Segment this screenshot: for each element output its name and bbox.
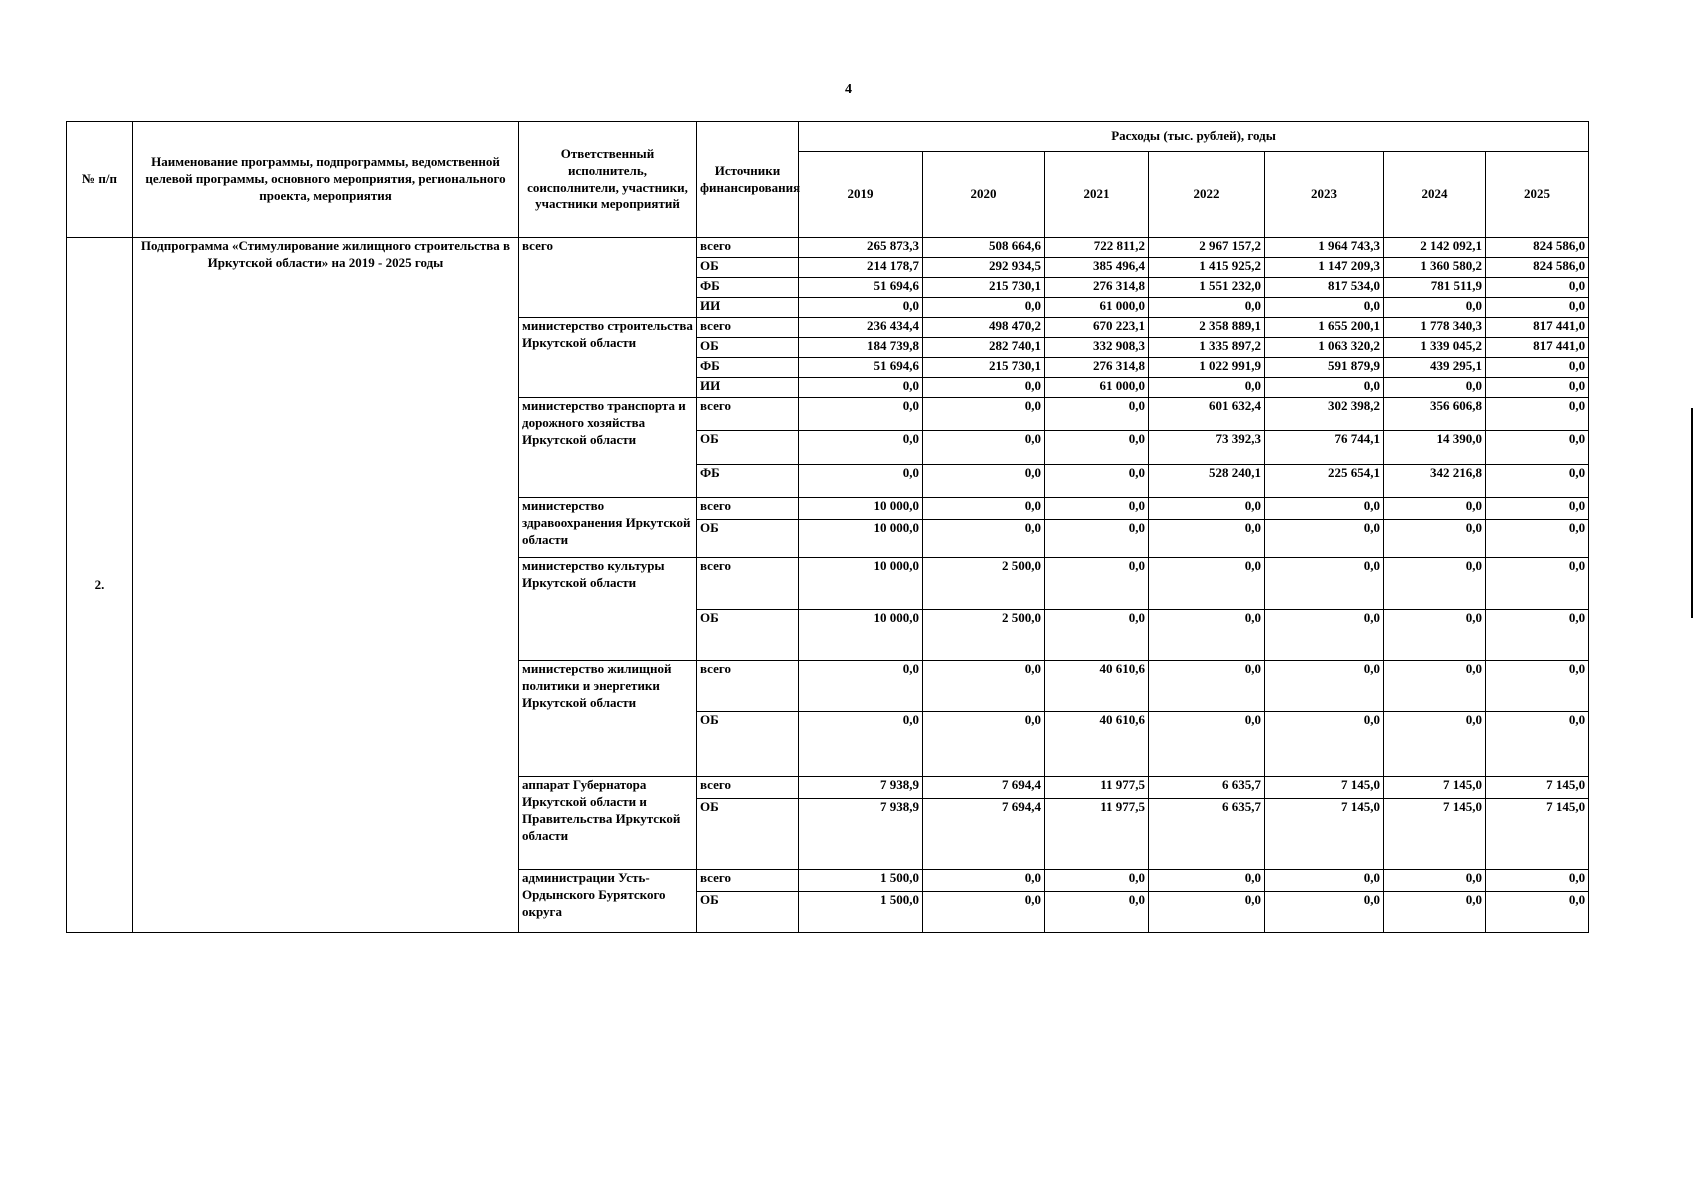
page-edge-line: [1691, 408, 1693, 618]
header-year: 2021: [1045, 152, 1149, 238]
amount-cell: 0,0: [1486, 558, 1589, 610]
amount-cell: 439 295,1: [1384, 358, 1486, 378]
amount-cell: 0,0: [923, 661, 1045, 712]
amount-cell: 722 811,2: [1045, 238, 1149, 258]
header-year: 2019: [799, 152, 923, 238]
source-cell: всего: [697, 661, 799, 712]
amount-cell: 0,0: [1486, 661, 1589, 712]
amount-cell: 7 938,9: [799, 799, 923, 870]
page-number: 4: [845, 82, 852, 97]
amount-cell: 0,0: [1045, 892, 1149, 933]
amount-cell: 10 000,0: [799, 558, 923, 610]
amount-cell: 0,0: [1384, 378, 1486, 398]
amount-cell: 0,0: [923, 431, 1045, 465]
header-year: 2025: [1486, 152, 1589, 238]
amount-cell: 528 240,1: [1149, 465, 1265, 498]
amount-cell: 0,0: [923, 465, 1045, 498]
amount-cell: 10 000,0: [799, 498, 923, 520]
amount-cell: 508 664,6: [923, 238, 1045, 258]
amount-cell: 0,0: [1384, 498, 1486, 520]
source-cell: всего: [697, 238, 799, 258]
amount-cell: 0,0: [1265, 610, 1384, 661]
amount-cell: 0,0: [923, 712, 1045, 777]
amount-cell: 332 908,3: [1045, 338, 1149, 358]
source-cell: ОБ: [697, 610, 799, 661]
source-cell: ФБ: [697, 278, 799, 298]
source-cell: всего: [697, 398, 799, 431]
executor-cell: министерство культуры Иркутской области: [519, 558, 697, 661]
amount-cell: 215 730,1: [923, 278, 1045, 298]
amount-cell: 824 586,0: [1486, 238, 1589, 258]
amount-cell: 817 441,0: [1486, 338, 1589, 358]
amount-cell: 276 314,8: [1045, 278, 1149, 298]
amount-cell: 0,0: [1265, 892, 1384, 933]
amount-cell: 0,0: [1486, 358, 1589, 378]
amount-cell: 0,0: [1384, 558, 1486, 610]
source-cell: ФБ: [697, 465, 799, 498]
amount-cell: 601 632,4: [1149, 398, 1265, 431]
amount-cell: 1 147 209,3: [1265, 258, 1384, 278]
amount-cell: 0,0: [1265, 870, 1384, 892]
header-expenses: Расходы (тыс. рублей), годы: [799, 122, 1589, 152]
source-cell: ОБ: [697, 520, 799, 558]
amount-cell: 7 694,4: [923, 799, 1045, 870]
amount-cell: 1 022 991,9: [1149, 358, 1265, 378]
amount-cell: 1 655 200,1: [1265, 318, 1384, 338]
amount-cell: 0,0: [1486, 610, 1589, 661]
executor-cell: администрации Усть-Ордынского Бурятского округа: [519, 870, 697, 933]
amount-cell: 0,0: [1384, 892, 1486, 933]
amount-cell: 0,0: [1486, 712, 1589, 777]
amount-cell: 2 500,0: [923, 610, 1045, 661]
amount-cell: 670 223,1: [1045, 318, 1149, 338]
amount-cell: 6 635,7: [1149, 799, 1265, 870]
amount-cell: 0,0: [923, 520, 1045, 558]
executor-cell: министерство строительства Иркутской области: [519, 318, 697, 398]
amount-cell: 7 694,4: [923, 777, 1045, 799]
amount-cell: 0,0: [1265, 558, 1384, 610]
header-year: 2020: [923, 152, 1045, 238]
amount-cell: 0,0: [799, 298, 923, 318]
amount-cell: 0,0: [1486, 378, 1589, 398]
amount-cell: 0,0: [1149, 378, 1265, 398]
amount-cell: 0,0: [1265, 298, 1384, 318]
amount-cell: 0,0: [1486, 431, 1589, 465]
amount-cell: 0,0: [1045, 398, 1149, 431]
amount-cell: 61 000,0: [1045, 298, 1149, 318]
amount-cell: 11 977,5: [1045, 799, 1149, 870]
amount-cell: 73 392,3: [1149, 431, 1265, 465]
amount-cell: 61 000,0: [1045, 378, 1149, 398]
amount-cell: 7 145,0: [1486, 777, 1589, 799]
amount-cell: 0,0: [1149, 498, 1265, 520]
amount-cell: 0,0: [923, 378, 1045, 398]
table-row: [67, 238, 1589, 258]
amount-cell: 0,0: [1265, 498, 1384, 520]
executor-cell: министерство транспорта и дорожного хозяйства Иркутской области: [519, 398, 697, 498]
header-year: 2022: [1149, 152, 1265, 238]
table-body: [67, 238, 1589, 933]
amount-cell: 225 654,1: [1265, 465, 1384, 498]
amount-cell: 0,0: [1149, 298, 1265, 318]
source-cell: ОБ: [697, 892, 799, 933]
source-cell: всего: [697, 498, 799, 520]
amount-cell: 40 610,6: [1045, 661, 1149, 712]
amount-cell: 51 694,6: [799, 278, 923, 298]
amount-cell: 1 778 340,3: [1384, 318, 1486, 338]
amount-cell: 184 739,8: [799, 338, 923, 358]
amount-cell: 0,0: [1045, 465, 1149, 498]
amount-cell: 0,0: [923, 892, 1045, 933]
amount-cell: 7 145,0: [1265, 799, 1384, 870]
amount-cell: 342 216,8: [1384, 465, 1486, 498]
amount-cell: 0,0: [923, 398, 1045, 431]
amount-cell: 0,0: [1045, 870, 1149, 892]
amount-cell: 7 145,0: [1265, 777, 1384, 799]
amount-cell: 0,0: [1149, 712, 1265, 777]
amount-cell: 0,0: [1265, 520, 1384, 558]
amount-cell: 0,0: [1384, 870, 1486, 892]
amount-cell: 2 142 092,1: [1384, 238, 1486, 258]
source-cell: всего: [697, 318, 799, 338]
amount-cell: 0,0: [799, 398, 923, 431]
amount-cell: 0,0: [1045, 610, 1149, 661]
amount-cell: 0,0: [1384, 610, 1486, 661]
amount-cell: 7 938,9: [799, 777, 923, 799]
amount-cell: 0,0: [1149, 870, 1265, 892]
source-cell: всего: [697, 558, 799, 610]
amount-cell: 1 415 925,2: [1149, 258, 1265, 278]
amount-cell: 0,0: [799, 712, 923, 777]
source-cell: всего: [697, 777, 799, 799]
amount-cell: 40 610,6: [1045, 712, 1149, 777]
amount-cell: 0,0: [923, 498, 1045, 520]
amount-cell: 11 977,5: [1045, 777, 1149, 799]
source-cell: ОБ: [697, 258, 799, 278]
header-num: № п/п: [67, 122, 133, 238]
amount-cell: 0,0: [1149, 661, 1265, 712]
amount-cell: 7 145,0: [1486, 799, 1589, 870]
amount-cell: 7 145,0: [1384, 799, 1486, 870]
amount-cell: 0,0: [1265, 712, 1384, 777]
amount-cell: 591 879,9: [1265, 358, 1384, 378]
amount-cell: 10 000,0: [799, 610, 923, 661]
amount-cell: 0,0: [1265, 661, 1384, 712]
source-cell: ИИ: [697, 298, 799, 318]
amount-cell: 0,0: [1149, 558, 1265, 610]
executor-cell: министерство здравоохранения Иркутской области: [519, 498, 697, 558]
amount-cell: 0,0: [1486, 298, 1589, 318]
amount-cell: 0,0: [1486, 520, 1589, 558]
amount-cell: 2 500,0: [923, 558, 1045, 610]
amount-cell: 0,0: [1149, 892, 1265, 933]
amount-cell: 282 740,1: [923, 338, 1045, 358]
amount-cell: 1 500,0: [799, 892, 923, 933]
source-cell: ОБ: [697, 338, 799, 358]
amount-cell: 1 500,0: [799, 870, 923, 892]
amount-cell: 1 339 045,2: [1384, 338, 1486, 358]
header-year: 2023: [1265, 152, 1384, 238]
amount-cell: 0,0: [799, 661, 923, 712]
amount-cell: 0,0: [1486, 465, 1589, 498]
amount-cell: 76 744,1: [1265, 431, 1384, 465]
amount-cell: 0,0: [1384, 298, 1486, 318]
source-cell: ФБ: [697, 358, 799, 378]
source-cell: ОБ: [697, 431, 799, 465]
amount-cell: 0,0: [1045, 431, 1149, 465]
source-cell: ИИ: [697, 378, 799, 398]
amount-cell: 1 551 232,0: [1149, 278, 1265, 298]
amount-cell: 1 335 897,2: [1149, 338, 1265, 358]
amount-cell: 0,0: [1384, 712, 1486, 777]
program-name: Подпрограмма «Стимулирование жилищного строительства в Иркутской области» на 2019 - 2025 годы: [133, 238, 519, 933]
amount-cell: 215 730,1: [923, 358, 1045, 378]
amount-cell: 10 000,0: [799, 520, 923, 558]
amount-cell: 236 434,4: [799, 318, 923, 338]
amount-cell: 0,0: [1486, 892, 1589, 933]
header-year: 2024: [1384, 152, 1486, 238]
amount-cell: 2 967 157,2: [1149, 238, 1265, 258]
header-name: Наименование программы, подпрограммы, ведомственной целевой программы, основного мероприятия, регионального проекта, мероприятия: [133, 122, 519, 238]
amount-cell: 1 063 320,2: [1265, 338, 1384, 358]
amount-cell: 0,0: [1486, 870, 1589, 892]
amount-cell: 214 178,7: [799, 258, 923, 278]
expenses-table: [66, 121, 1589, 933]
row-index: 2.: [67, 238, 133, 933]
amount-cell: 7 145,0: [1384, 777, 1486, 799]
amount-cell: 1 964 743,3: [1265, 238, 1384, 258]
amount-cell: 0,0: [1045, 520, 1149, 558]
amount-cell: 781 511,9: [1384, 278, 1486, 298]
amount-cell: 817 534,0: [1265, 278, 1384, 298]
amount-cell: 0,0: [799, 378, 923, 398]
amount-cell: 0,0: [1486, 398, 1589, 431]
amount-cell: 817 441,0: [1486, 318, 1589, 338]
amount-cell: 0,0: [1384, 661, 1486, 712]
amount-cell: 0,0: [1149, 520, 1265, 558]
header-executor: Ответственный исполнитель, соисполнители, участники, участники мероприятий: [519, 122, 697, 238]
executor-cell: аппарат Губернатора Иркутской области и Правительства Иркутской области: [519, 777, 697, 870]
amount-cell: 0,0: [1384, 520, 1486, 558]
amount-cell: 498 470,2: [923, 318, 1045, 338]
source-cell: ОБ: [697, 712, 799, 777]
amount-cell: 0,0: [1045, 558, 1149, 610]
amount-cell: 0,0: [923, 870, 1045, 892]
amount-cell: 265 873,3: [799, 238, 923, 258]
amount-cell: 2 358 889,1: [1149, 318, 1265, 338]
amount-cell: 276 314,8: [1045, 358, 1149, 378]
amount-cell: 824 586,0: [1486, 258, 1589, 278]
amount-cell: 1 360 580,2: [1384, 258, 1486, 278]
amount-cell: 302 398,2: [1265, 398, 1384, 431]
header-source: Источники финансирования: [697, 122, 799, 238]
amount-cell: 0,0: [1265, 378, 1384, 398]
amount-cell: 0,0: [1149, 610, 1265, 661]
executor-cell: министерство жилищной политики и энергетики Иркутской области: [519, 661, 697, 777]
amount-cell: 0,0: [799, 431, 923, 465]
amount-cell: 0,0: [923, 298, 1045, 318]
amount-cell: 0,0: [1045, 498, 1149, 520]
amount-cell: 385 496,4: [1045, 258, 1149, 278]
amount-cell: 0,0: [1486, 498, 1589, 520]
amount-cell: 292 934,5: [923, 258, 1045, 278]
amount-cell: 0,0: [799, 465, 923, 498]
amount-cell: 6 635,7: [1149, 777, 1265, 799]
amount-cell: 0,0: [1486, 278, 1589, 298]
amount-cell: 356 606,8: [1384, 398, 1486, 431]
amount-cell: 51 694,6: [799, 358, 923, 378]
source-cell: всего: [697, 870, 799, 892]
amount-cell: 14 390,0: [1384, 431, 1486, 465]
source-cell: ОБ: [697, 799, 799, 870]
executor-cell: всего: [519, 238, 697, 318]
